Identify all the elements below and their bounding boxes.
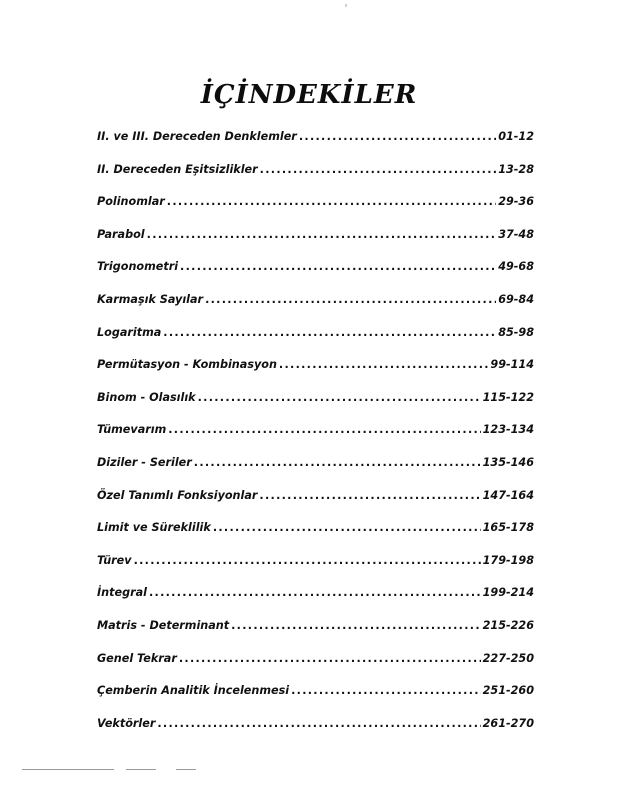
dot-leader (180, 260, 496, 274)
dot-leader (194, 456, 481, 470)
dot-leader (168, 423, 480, 437)
toc-entry-pages: 85-98 (498, 325, 534, 339)
toc-entry-title: Permütasyon - Kombinasyon (97, 358, 277, 372)
toc-entry[interactable] (97, 124, 534, 157)
toc-entry-title: Karmaşık Sayılar (97, 292, 204, 306)
dot-leader (213, 521, 481, 535)
toc-entry-title: Türev (97, 553, 132, 567)
toc-entry[interactable] (97, 613, 534, 646)
toc-entry[interactable] (97, 320, 534, 353)
toc-entry[interactable] (97, 580, 534, 613)
toc-entry-pages: 261-270 (482, 716, 534, 730)
toc-entry-title: Tümevarım (97, 423, 167, 437)
toc-entry-pages: 199-214 (482, 586, 534, 600)
toc-entry-pages: 135-146 (482, 455, 534, 469)
toc-entry-pages: 251-260 (482, 684, 534, 698)
toc-entry-pages: 227-250 (482, 651, 534, 665)
toc-entry-title: Vektörler (97, 716, 156, 730)
toc-entry[interactable] (97, 222, 534, 255)
toc-entry[interactable] (97, 483, 534, 516)
toc-entry[interactable] (97, 287, 534, 320)
dot-leader (259, 489, 480, 503)
scan-artifact-line (176, 769, 196, 770)
dot-leader (291, 684, 481, 698)
dot-leader (147, 228, 497, 242)
toc-entry-pages: 215-226 (482, 618, 534, 632)
toc-entry[interactable] (97, 450, 534, 483)
dot-leader (299, 130, 496, 144)
toc-entry[interactable] (97, 352, 534, 385)
toc-entry-title: Genel Tekrar (97, 651, 177, 665)
toc-entry-title: Binom - Olasılık (97, 390, 196, 404)
toc-entry-pages: 37-48 (498, 227, 534, 241)
toc-entry-pages: 99-114 (490, 358, 534, 372)
dot-leader (134, 554, 481, 568)
toc-entry[interactable] (97, 646, 534, 679)
toc-entry-pages: 13-28 (498, 162, 534, 176)
toc-entry-pages: 179-198 (482, 553, 534, 567)
dot-leader (198, 391, 481, 405)
table-of-contents (97, 124, 534, 743)
toc-entry-pages: 115-122 (482, 390, 534, 404)
dot-leader (157, 717, 480, 731)
toc-entry-pages: 49-68 (498, 260, 534, 274)
dot-leader (205, 293, 496, 307)
scan-artifact-speck (345, 4, 347, 7)
toc-entry-title: Limit ve Süreklilik (97, 521, 211, 535)
toc-entry-title: Logaritma (97, 325, 162, 339)
toc-entry-title: II. ve III. Dereceden Denklemler (97, 130, 297, 143)
scan-artifact-line (126, 769, 156, 770)
toc-entry-pages: 123-134 (482, 423, 534, 437)
dot-leader (167, 195, 496, 209)
toc-entry[interactable] (97, 254, 534, 287)
toc-entry[interactable] (97, 678, 534, 711)
dot-leader (163, 326, 496, 340)
toc-entry-title: Trigonometri (97, 260, 179, 274)
toc-entry[interactable] (97, 385, 534, 418)
toc-entry[interactable] (97, 548, 534, 581)
toc-entry-title: İntegral (97, 586, 147, 600)
toc-entry-title: Matris - Determinant (97, 618, 230, 632)
toc-entry[interactable] (97, 189, 534, 222)
scan-artifact-line (22, 769, 114, 770)
dot-leader (149, 586, 481, 600)
toc-entry-title: Özel Tanımlı Fonksiyonlar (97, 488, 258, 502)
toc-entry[interactable] (97, 157, 534, 190)
toc-entry[interactable] (97, 711, 534, 744)
toc-entry-pages: 01-12 (498, 130, 534, 143)
toc-entry-title: Polinomlar (97, 195, 165, 209)
toc-entry-pages: 69-84 (498, 292, 534, 306)
dot-leader (231, 619, 481, 633)
toc-entry-pages: 29-36 (498, 195, 534, 209)
toc-entry[interactable] (97, 515, 534, 548)
toc-entry-pages: 147-164 (482, 488, 534, 502)
dot-leader (260, 163, 497, 177)
toc-entry[interactable] (97, 417, 534, 450)
dot-leader (179, 652, 481, 666)
toc-entry-title: Diziler - Seriler (97, 455, 192, 469)
toc-entry-pages: 165-178 (482, 521, 534, 535)
toc-entry-title: II. Dereceden Eşitsizlikler (97, 162, 258, 176)
toc-entry-title: Parabol (97, 227, 145, 241)
dot-leader (279, 358, 489, 372)
page-title: İÇİNDEKİLER (200, 80, 418, 110)
toc-entry-title: Çemberin Analitik İncelenmesi (97, 684, 290, 698)
